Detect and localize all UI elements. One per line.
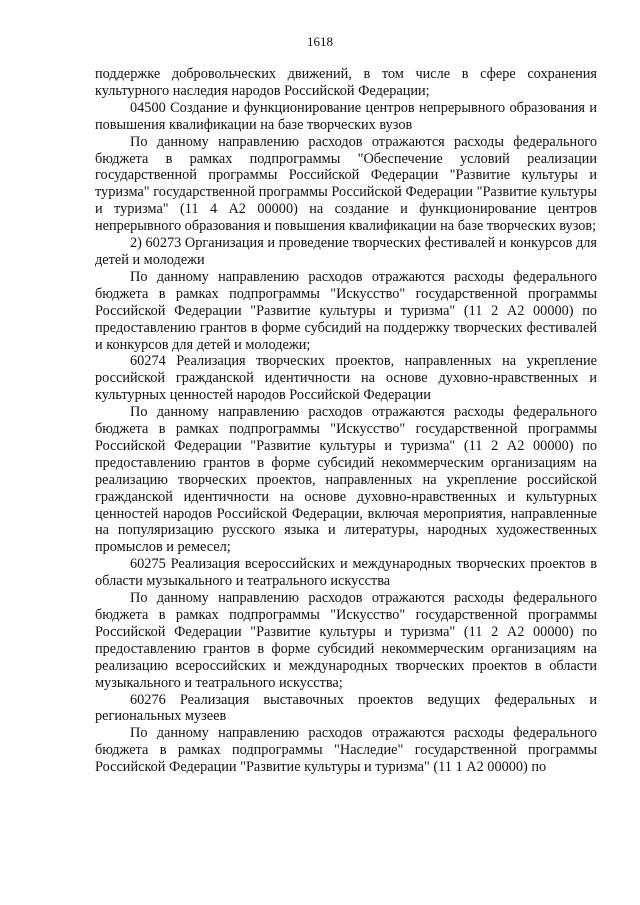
page-number: 1618 xyxy=(307,34,333,49)
paragraph-heading-60275: 60275 Реализация всероссийских и международных творческих проектов в области музыкального и театрального искусства xyxy=(95,556,597,590)
paragraph-heading-60273: 2) 60273 Организация и проведение творческих фестивалей и конкурсов для детей и молодежи xyxy=(95,235,597,268)
document-body xyxy=(95,66,597,776)
paragraph-heading-60276: 60276 Реализация выставочных проектов ведущих федеральных и региональных музеев xyxy=(95,691,597,725)
paragraph-description-04500: По данному направлению расходов отражаются расходы федерального бюджета в рамках подпрограммы "Обеспечение условий реализации государственной программы Российской Федерации "Развитие культуры и туризма" государственной программы Российской Федерации "Развитие культуры и туризма" (11 4 А2 00000) на создание и функционирование центров непрерывного образования и повышения квалификации на базе творческих вузов; xyxy=(95,133,597,235)
paragraph-description-60275: По данному направлению расходов отражаются расходы федерального бюджета в рамках подпрограммы "Искусство" государственной программы Российской Федерации "Развитие культуры и туризма" (11 2 А2 00000) по предоставлению грантов в форме субсидий некоммерческим организациям на реализацию всероссийских и международных творческих проектов в области музыкального и театрального искусства; xyxy=(95,590,597,691)
paragraph-description-60276: По данному направлению расходов отражаются расходы федерального бюджета в рамках подпрограммы "Наследие" государственной программы Российской Федерации "Развитие культуры и туризма" (11 1 А2 00000) по xyxy=(95,725,597,776)
paragraph-continuation: поддержке добровольческих движений, в том числе в сфере сохранения культурного наследия народов Российской Федерации; xyxy=(95,66,597,99)
paragraph-heading-60274: 60274 Реализация творческих проектов, направленных на укрепление российской гражданской идентичности на основе духовно-нравственных и культурных ценностей народов Российской Федерации xyxy=(95,353,597,404)
paragraph-description-60273: По данному направлению расходов отражаются расходы федерального бюджета в рамках подпрограммы "Искусство" государственной программы Российской Федерации "Развитие культуры и туризма" (11 2 А2 00000) по предоставлению грантов в форме субсидий на поддержку творческих фестивалей и конкурсов для детей и молодежи; xyxy=(95,268,597,353)
paragraph-description-60274: По данному направлению расходов отражаются расходы федерального бюджета в рамках подпрограммы "Искусство" государственной программы Российской Федерации "Развитие культуры и туризма" (11 2 А2 00000) по предоставлению грантов в форме субсидий некоммерческим организациям на реализацию творческих проектов, направленных на укрепление российской гражданской идентичности на основе духовно-нравственных и культурных ценностей народов Российской Федерации, включая мероприятия, направленные на популяризацию русского языка и литературы, народных художественных промыслов и ремесел; xyxy=(95,404,597,556)
paragraph-heading-04500: 04500 Создание и функционирование центров непрерывного образования и повышения квалификации на базе творческих вузов xyxy=(95,99,597,133)
